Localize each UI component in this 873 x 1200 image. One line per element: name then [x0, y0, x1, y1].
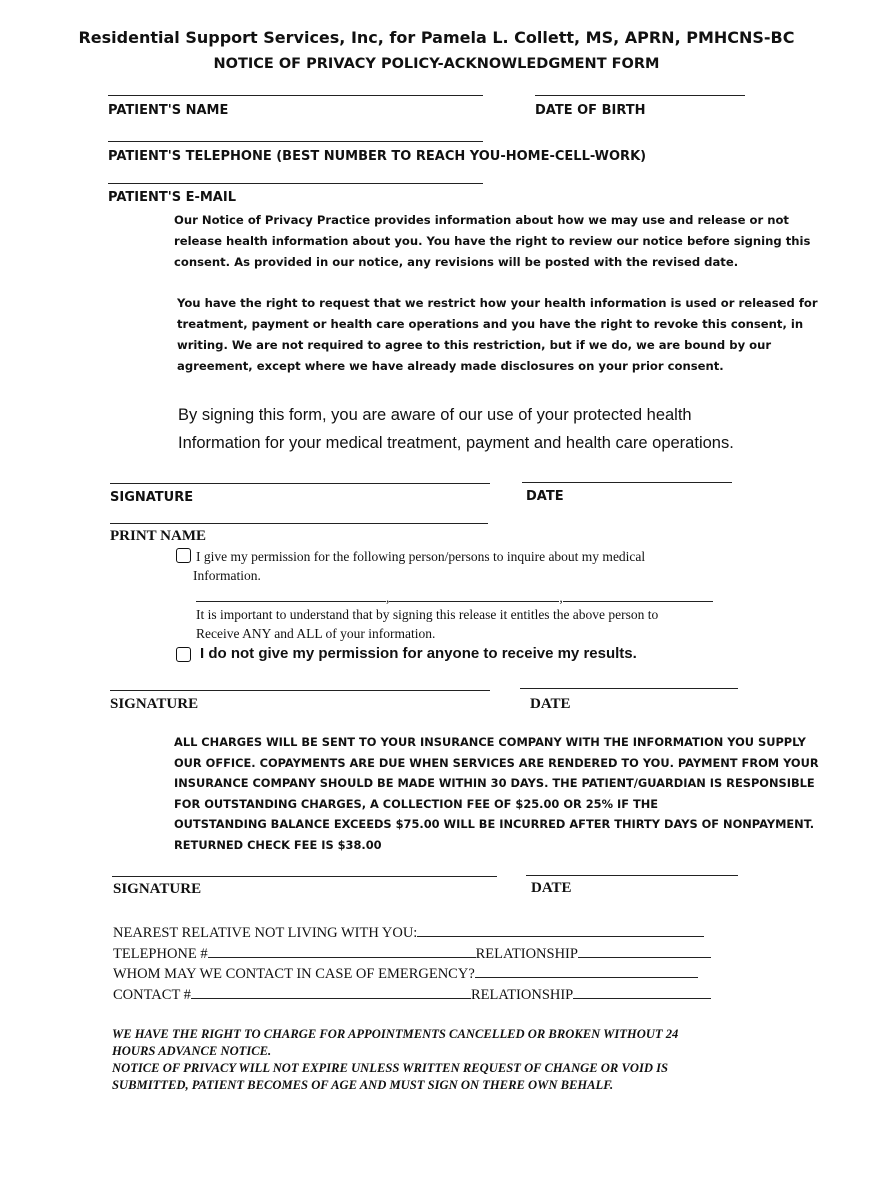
signature-label-2: SIGNATURE — [110, 696, 199, 712]
charges-policy — [174, 732, 819, 855]
authorized-person-1-line[interactable] — [196, 588, 386, 602]
emergency-row — [113, 964, 743, 985]
text-line: consent. As provided in our notice, any revisions will be posted with the revised date. — [174, 255, 739, 269]
text-line: By signing this form, you are aware of our use of your protected health — [178, 406, 692, 424]
text-line: Information for your medical treatment, payment and health care operations. — [178, 434, 734, 452]
date-line-3[interactable] — [526, 875, 738, 876]
text-line: I give my permission for the following person/persons to inquire about my medical — [196, 549, 646, 564]
permission-deny-checkbox[interactable] — [176, 647, 191, 662]
relationship-line[interactable] — [578, 944, 711, 958]
date-of-birth-line[interactable] — [535, 95, 745, 96]
date-line-1[interactable] — [522, 482, 732, 483]
text-line: HOURS ADVANCE NOTICE. — [112, 1044, 272, 1058]
date-label-2: DATE — [530, 696, 571, 712]
text-line: SUBMITTED, PATIENT BECOMES OF AGE AND MUST SIGN ON THERE OWN BEHALF. — [112, 1078, 614, 1092]
relationship-label: RELATIONSHIP — [470, 986, 574, 1003]
privacy-paragraph-2 — [177, 293, 818, 377]
text-line: ALL CHARGES WILL BE SENT TO YOUR INSURANCE COMPANY WITH THE INFORMATION YOU SUPPLY — [174, 735, 806, 749]
authorized-persons-field[interactable] — [196, 588, 713, 606]
text-line: You have the right to request that we restrict how your health information is used or released for — [177, 296, 818, 310]
text-line: RETURNED CHECK FEE IS $38.00 — [174, 837, 382, 852]
patient-name-label: PATIENT'S NAME — [108, 103, 229, 118]
signature-line-1[interactable] — [110, 483, 490, 484]
contact-number-label: CONTACT # — [113, 986, 191, 1003]
permission-grant-text — [193, 547, 646, 585]
text-line: INSURANCE COMPANY SHOULD BE MADE WITHIN 30 DAYS. THE PATIENT/GUARDIAN IS RESPONSIBLE — [174, 776, 815, 790]
contact-number-line[interactable] — [191, 985, 471, 999]
patient-email-label: PATIENT'S E-MAIL — [108, 190, 236, 205]
text-line: agreement, except where we have already made disclosures on your prior consent. — [177, 359, 724, 373]
text-line: OUR OFFICE. COPAYMENTS ARE DUE WHEN SERVICES ARE RENDERED TO YOU. PAYMENT FROM YOUR — [174, 755, 819, 770]
text-line: release health information about you. You have the right to review our notice before signing this — [174, 234, 811, 248]
signature-line-2[interactable] — [110, 690, 490, 691]
signature-label-3: SIGNATURE — [113, 881, 202, 897]
text-line: Receive ANY and ALL of your information. — [196, 626, 436, 641]
form-title: Residential Support Services, Inc, for Pamela L. Collett, MS, APRN, PMHCNS-BC — [78, 28, 795, 47]
date-label-1: DATE — [526, 489, 564, 504]
date-label-3: DATE — [531, 880, 572, 896]
emergency-contact-label: WHOM MAY WE CONTACT IN CASE OF EMERGENCY? — [113, 966, 475, 982]
date-line-2[interactable] — [520, 688, 738, 689]
patient-telephone-label: PATIENT'S TELEPHONE (BEST NUMBER TO REACH YOU-HOME-CELL-WORK) — [108, 149, 647, 164]
authorized-person-2-line[interactable] — [389, 588, 559, 602]
signature-label-1: SIGNATURE — [110, 490, 194, 505]
acknowledgment-statement — [178, 401, 734, 457]
telephone-label: TELEPHONE # — [113, 945, 208, 962]
print-name-line[interactable] — [110, 523, 488, 524]
text-line: treatment, payment or health care operations and you have the right to revoke this consent, in — [177, 317, 804, 331]
form-subtitle: NOTICE OF PRIVACY POLICY-ACKNOWLEDGMENT FORM — [213, 56, 660, 72]
relationship-line[interactable] — [573, 985, 711, 999]
text-line: Our Notice of Privacy Practice provides information about how we may use and release or not — [174, 213, 789, 227]
separator-comma: , — [386, 590, 390, 605]
authorized-person-3-line[interactable] — [563, 588, 713, 602]
permission-deny-text: I do not give my permission for anyone to receive my results. — [200, 645, 637, 662]
signature-line-3[interactable] — [112, 876, 497, 877]
print-name-label: PRINT NAME — [110, 528, 206, 544]
relationship-label: RELATIONSHIP — [475, 945, 578, 962]
telephone-row — [113, 944, 743, 965]
text-line: WE HAVE THE RIGHT TO CHARGE FOR APPOINTMENTS CANCELLED OR BROKEN WITHOUT 24 — [112, 1027, 679, 1041]
text-line: FOR OUTSTANDING CHARGES, A COLLECTION FEE OF $25.00 OR 25% IF THE — [174, 796, 659, 811]
contact-section — [113, 923, 743, 1005]
contact-row — [113, 985, 743, 1006]
text-line: It is important to understand that by signing this release it entitles the above person to — [196, 607, 659, 622]
patient-name-line[interactable] — [108, 95, 483, 96]
emergency-contact-line[interactable] — [475, 964, 698, 978]
text-line: NOTICE OF PRIVACY WILL NOT EXPIRE UNLESS WRITTEN REQUEST OF CHANGE OR VOID IS — [112, 1061, 668, 1075]
nearest-relative-label: NEAREST RELATIVE NOT LIVING WITH YOU: — [113, 925, 418, 941]
permission-grant-checkbox[interactable] — [176, 548, 191, 563]
text-line: writing. We are not required to agree to this restriction, but if we do, we are bound by our — [177, 338, 772, 352]
text-line: OUTSTANDING BALANCE EXCEEDS $75.00 WILL BE INCURRED AFTER THIRTY DAYS OF NONPAYMENT. — [174, 817, 815, 831]
privacy-paragraph-1 — [174, 210, 810, 273]
patient-email-line[interactable] — [108, 183, 483, 184]
date-of-birth-label: DATE OF BIRTH — [535, 103, 646, 118]
nearest-relative-line[interactable] — [417, 923, 704, 937]
release-note — [196, 605, 658, 643]
telephone-line[interactable] — [208, 944, 476, 958]
policy-notes — [112, 1026, 678, 1094]
nearest-relative-row — [113, 923, 743, 944]
text-line: Information. — [193, 568, 261, 583]
separator-comma: , — [559, 590, 563, 605]
patient-telephone-line[interactable] — [108, 141, 483, 142]
